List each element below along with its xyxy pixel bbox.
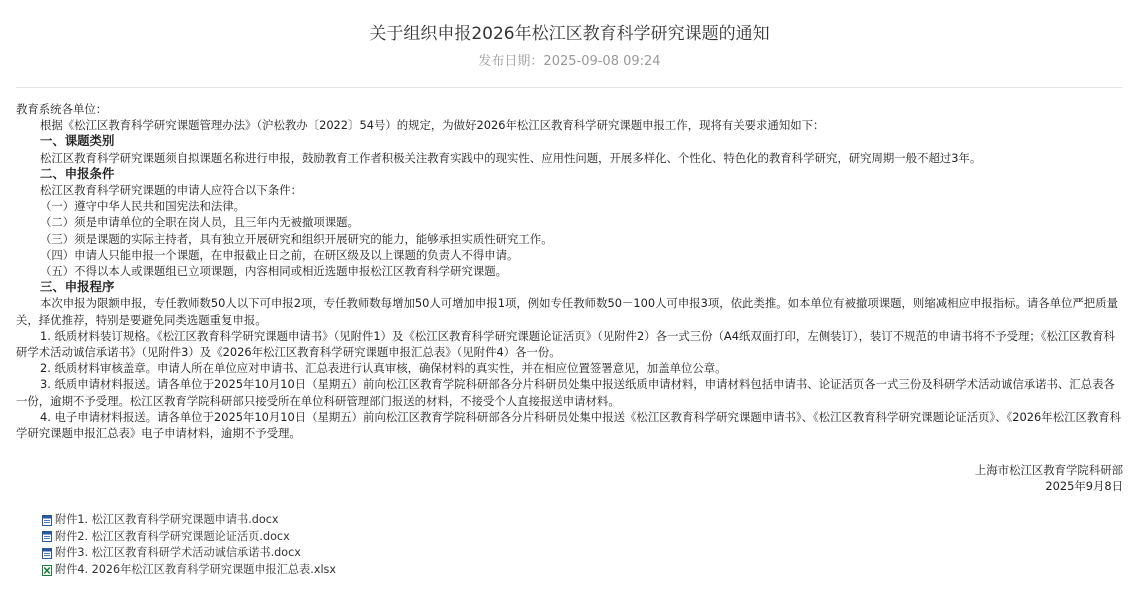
attachment-link-1[interactable] (42, 512, 336, 529)
signature-block (975, 462, 1123, 494)
attachment-link-2[interactable] (42, 529, 336, 546)
notice-body (16, 101, 1123, 441)
section-text-conditions: 松江区教育科学研究课题的申请人应符合以下条件： (40, 183, 302, 198)
attachment-label[interactable]: 附件1. 松江区教育科学研究课题申请书.docx (55, 513, 279, 526)
attachment-label[interactable]: 附件3. 松江区教育科研学术活动诚信承诺书.docx (55, 546, 301, 560)
divider (16, 87, 1123, 88)
intro-paragraph: 根据《松江区教育科学研究课题管理办法》（沪松教办〔2022〕54号）的规定，为做好2026年松江区教育科学研究课题申报工作，现将有关要求通知如下： (40, 118, 825, 133)
section-heading-procedure: 三、申报程序 (40, 279, 115, 295)
attachment-label[interactable]: 附件2. 松江区教育科学研究课题论证活页.docx (55, 529, 290, 543)
procedure-item: 4. 电子申请材料报送。请各单位于2025年10月10日（星期五）前向松江区教育学院科研部各分片科研员处集中报送《松江区教育科学研究课题申请书》、《松江区教育科学研究课题论证活页》、《2026年松江区教育科学研究课题申报汇总表》电子申请材料，逾期不予受理。 (16, 409, 1122, 441)
condition-item: （四）申请人只能申报一个课题，在申报截止日之前，在研区级及以上课题的负责人不得申请。 (40, 247, 519, 262)
word-doc-icon (42, 515, 52, 526)
condition-item: （一）遵守中华人民共和国宪法和法律。 (40, 199, 246, 214)
word-doc-icon (42, 548, 52, 559)
condition-item: （二）须是申请单位的全职在岗人员，且三年内无被撤项课题。 (40, 215, 359, 230)
attachment-label[interactable]: 附件4. 2026年松江区教育科学研究课题申报汇总表.xlsx (55, 562, 336, 576)
publish-date: 发布日期：2025-09-08 09:24 (478, 54, 661, 69)
page-title: 关于组织申报2026年松江区教育科学研究课题的通知 (369, 24, 770, 44)
attachment-list (42, 512, 336, 578)
section-heading-conditions: 二、申报条件 (40, 165, 115, 181)
procedure-item: 3. 纸质申请材料报送。请各单位于2025年10月10日（星期五）前向松江区教育学院科研部各分片科研员处集中报送纸质申请材料，申请材料包括申请书、论证活页各一式三份及科研学术活动诚信承诺书、汇总表各一份，逾期不予受理。松江区教育学院科研部只接受所在单位科研管理部门报送的材料，不接受个人直接报送申请材料。 (16, 377, 1115, 408)
attachment-link-3[interactable] (42, 545, 336, 562)
excel-xls-icon (42, 565, 52, 576)
procedure-item: 1. 纸质材料装订规格。《松江区教育科学研究课题申请书》（见附件1）及《松江区教育科学研究课题论证活页》（见附件2）各一式三份（A4纸双面打印，左侧装订），装订不规范的申请书将不予受理；《松江区教育科研学术活动诚信承诺书》（见附件3）及《2026年松江区教育科学研究课题申报汇总表》（见附件4）各一份。 (16, 328, 1115, 360)
section-text-category: 松江区教育科学研究课题须自拟课题名称进行申报，鼓励教育工作者积极关注教育实践中的现实性、应用性问题，开展多样化、个性化、特色化的教育科学研究，研究周期一般不超过3年。 (40, 150, 982, 165)
section-heading-category: 一、课题类别 (40, 133, 115, 149)
signature-org: 上海市松江区教育学院科研部 (974, 463, 1123, 477)
word-doc-icon (42, 531, 52, 542)
attachment-link-4[interactable] (42, 562, 336, 579)
condition-item: （五）不得以本人或课题组已立项课题，内容相同或相近选题申报松江区教育科学研究课题。 (40, 264, 508, 279)
procedure-item: 2. 纸质材料审核盖章。申请人所在单位应对申请书、汇总表进行认真审核，确保材料的真实性，并在相应位置签署意见，加盖单位公章。 (40, 361, 727, 376)
condition-item: （三）须是课题的实际主持者，具有独立开展研究和组织开展研究的能力，能够承担实质性研究工作。 (40, 231, 553, 246)
section-text-procedure: 本次申报为限额申报，专任教师数50人以下可申报2项，专任教师数每增加50人可增加申报1项，例如专任教师数50－100人可申报3项，依此类推。如本单位有被撤项课题，则缩减相应申报指标。请各单位严把质量关，择优推荐，特别是要避免同类选题重复申报。 (16, 296, 1118, 327)
signature-date: 2025年9月8日 (1045, 479, 1123, 494)
salutation: 教育系统各单位： (16, 102, 108, 116)
